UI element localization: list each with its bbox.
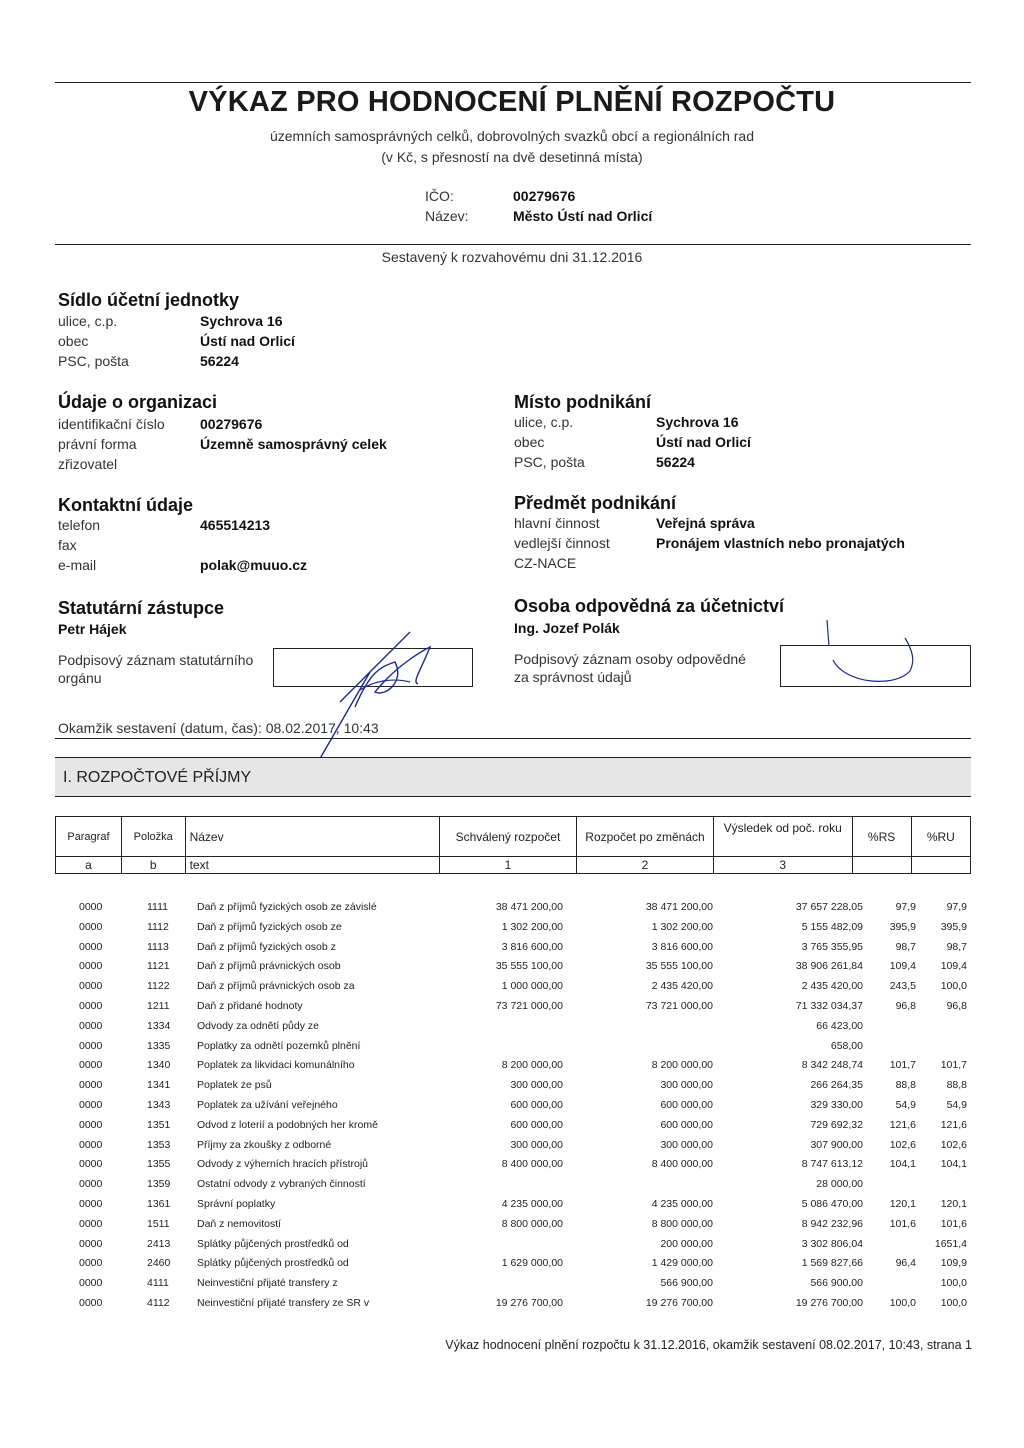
cell-rs: 120,1: [889, 1197, 916, 1210]
cell-rozpocet: 8 200 000,00: [651, 1059, 713, 1072]
cell-schvaleny: 8 200 000,00: [501, 1059, 563, 1072]
cell-nazev: Neinvestiční přijaté transfery ze SR v: [197, 1296, 370, 1309]
cell-ru: 121,6: [940, 1118, 967, 1131]
statutar-podpis-label-2: orgánu: [58, 670, 102, 686]
th-schvaleny: Schválený rozpočet: [439, 817, 576, 857]
cell-polozka: 1511: [147, 1217, 170, 1230]
organizace-id-value: 00279676: [200, 416, 263, 432]
cell-schvaleny: 8 800 000,00: [501, 1217, 563, 1230]
predmet-vedlejsi-value: Pronájem vlastních nebo pronajatých: [656, 535, 905, 551]
cell-rs: 101,7: [889, 1059, 916, 1072]
th-rs-empty: [852, 857, 911, 874]
th-n1: 1: [439, 857, 576, 874]
cell-nazev: Splátky půjčených prostředků od: [197, 1257, 349, 1270]
table-header: [55, 816, 971, 874]
cell-rs: 96,4: [895, 1257, 916, 1270]
cell-rozpocet: 566 900,00: [660, 1277, 713, 1290]
misto-ulice-value: Sychrova 16: [656, 414, 739, 430]
cell-paragraf: 0000: [79, 1079, 103, 1092]
cell-nazev: Poplatky za odnětí pozemků plnění: [197, 1039, 361, 1052]
table-row: [55, 1235, 971, 1255]
cell-vysledek: 19 276 700,00: [795, 1296, 863, 1309]
cell-rozpocet: 1 302 200,00: [651, 920, 713, 933]
cell-schvaleny: 600 000,00: [510, 1118, 563, 1131]
cell-schvaleny: 600 000,00: [510, 1098, 563, 1111]
table-row: [55, 1254, 971, 1274]
table-row: [55, 898, 971, 918]
cell-paragraf: 0000: [79, 1118, 103, 1131]
predmet-vedlejsi-label: vedlejší činnost: [514, 535, 610, 551]
cell-schvaleny: 1 302 200,00: [501, 920, 563, 933]
cell-vysledek: 266 264,35: [810, 1079, 863, 1092]
cell-nazev: Daň z příjmů právnických osob: [197, 960, 341, 973]
table-row: [55, 1076, 971, 1096]
cell-ru: 104,1: [940, 1158, 967, 1171]
ucetni-podpis-label-2: za správnost údajů: [514, 669, 632, 685]
cell-nazev: Daň z příjmů fyzických osob ze: [197, 920, 342, 933]
ucetni-podpis-label-1: Podpisový záznam osoby odpovědné: [514, 651, 746, 667]
table-row: [55, 1274, 971, 1294]
cell-paragraf: 0000: [79, 999, 103, 1012]
sidlo-obec-value: Ústí nad Orlicí: [200, 333, 295, 349]
cell-vysledek: 8 942 232,96: [801, 1217, 863, 1230]
cell-nazev: Neinvestiční přijaté transfery z: [197, 1277, 338, 1290]
cell-rozpocet: 300 000,00: [660, 1079, 713, 1092]
table-row: [55, 1175, 971, 1195]
cell-paragraf: 0000: [79, 1296, 103, 1309]
misto-psc-label: PSC, pošta: [514, 454, 585, 470]
cell-rozpocet: 8 400 000,00: [651, 1158, 713, 1171]
table-row: [55, 1056, 971, 1076]
cell-ru: 101,6: [940, 1217, 967, 1230]
cell-paragraf: 0000: [79, 940, 103, 953]
cell-rs: 96,8: [895, 999, 916, 1012]
cell-nazev: Odvody z výherních hracích přístrojů: [197, 1158, 368, 1171]
table-row: [55, 1096, 971, 1116]
cell-vysledek: 8 747 613,12: [801, 1158, 863, 1171]
sestaveny-text: Sestavený k rozvahovému dni 31.12.2016: [381, 249, 643, 265]
table-body: [55, 898, 971, 1314]
cell-nazev: Daň z přidané hodnoty: [197, 999, 303, 1012]
cell-vysledek: 37 657 228,05: [795, 901, 863, 913]
cell-schvaleny: 19 276 700,00: [495, 1296, 563, 1309]
cell-rs: 395,9: [889, 920, 916, 933]
kontakt-email-label: e-mail: [58, 557, 97, 573]
cell-rs: 102,6: [889, 1138, 916, 1151]
table-row: [55, 1195, 971, 1215]
predmet-nace-label: CZ-NACE: [514, 555, 577, 571]
cell-polozka: 1334: [147, 1019, 171, 1032]
cell-paragraf: 0000: [79, 1019, 103, 1032]
cell-polozka: 1211: [147, 999, 170, 1012]
cell-polozka: 1359: [147, 1178, 171, 1191]
cell-rozpocet: 1 429 000,00: [651, 1257, 713, 1270]
cell-rs: 104,1: [889, 1158, 916, 1171]
cell-rs: 109,4: [889, 960, 916, 973]
statutar-podpis-label-1: Podpisový záznam statutárního: [58, 652, 254, 668]
sidlo-ulice-value: Sychrova 16: [200, 313, 283, 329]
cell-vysledek: 5 155 482,09: [801, 920, 863, 933]
cell-schvaleny: 1 629 000,00: [501, 1257, 563, 1270]
cell-ru: 100,0: [940, 980, 967, 993]
th-paragraf: Paragraf: [56, 817, 122, 857]
cell-schvaleny: 35 555 100,00: [495, 960, 563, 973]
ucetni-name: Ing. Jozef Polák: [514, 620, 620, 636]
misto-heading: Místo podnikání: [514, 392, 651, 412]
cell-polozka: 1355: [147, 1158, 171, 1171]
cell-schvaleny: 1 000 000,00: [501, 980, 563, 993]
cell-rozpocet: 8 800 000,00: [651, 1217, 713, 1230]
cell-paragraf: 0000: [79, 1039, 103, 1052]
th-n2: 2: [577, 857, 714, 874]
kontakt-fax-label: fax: [58, 537, 77, 553]
table-row: [55, 1155, 971, 1175]
subtitle-line-2: (v Kč, s přesností na dvě desetinná místa): [381, 149, 643, 165]
cell-rs: 100,0: [889, 1296, 916, 1309]
predmet-hlavni-label: hlavní činnost: [514, 515, 600, 531]
cell-nazev: Příjmy za zkoušky z odborné: [197, 1138, 332, 1151]
cell-polozka: 1341: [147, 1079, 171, 1092]
ico-label: IČO:: [425, 188, 454, 204]
cell-ru: 98,7: [946, 940, 967, 953]
table-row: [55, 938, 971, 958]
section-bar: [55, 757, 971, 797]
cell-paragraf: 0000: [79, 1178, 103, 1191]
cell-vysledek: 729 692,32: [810, 1118, 863, 1131]
nazev-value: Město Ústí nad Orlicí: [513, 208, 653, 224]
cell-ru: 88,8: [946, 1079, 967, 1092]
cell-ru: 54,9: [946, 1098, 967, 1111]
cell-polozka: 1112: [147, 920, 169, 933]
cell-nazev: Odvod z loterií a podobných her kromě: [197, 1118, 378, 1131]
cell-paragraf: 0000: [79, 1059, 103, 1072]
cell-rs: 54,9: [895, 1098, 916, 1111]
cell-schvaleny: 300 000,00: [510, 1138, 563, 1151]
cell-schvaleny: 4 235 000,00: [501, 1197, 563, 1210]
cell-paragraf: 0000: [79, 1158, 103, 1171]
cell-nazev: Daň z příjmů fyzických osob z: [197, 940, 336, 953]
sidlo-ulice-label: ulice, c.p.: [58, 313, 118, 329]
cell-ru: 97,9: [946, 901, 967, 913]
cell-nazev: Správní poplatky: [197, 1197, 276, 1210]
cell-nazev: Poplatek za likvidaci komunálního: [197, 1059, 355, 1072]
cell-nazev: Daň z příjmů fyzických osob ze závislé: [197, 901, 377, 913]
cell-schvaleny: 38 471 200,00: [495, 901, 563, 913]
sidlo-heading: Sídlo účetní jednotky: [58, 290, 240, 310]
cell-schvaleny: 3 816 600,00: [501, 940, 563, 953]
cell-nazev: Daň z příjmů právnických osob za: [197, 980, 355, 993]
cell-paragraf: 0000: [79, 1257, 103, 1270]
statutar-heading: Statutární zástupce: [58, 598, 225, 618]
cell-polozka: 1343: [147, 1098, 171, 1111]
th-vysledek: Výsledek od poč. roku: [713, 817, 852, 857]
th-b: b: [121, 857, 185, 874]
table-row: [55, 1294, 971, 1314]
cell-rs: 98,7: [895, 940, 916, 953]
cell-rozpocet: 19 276 700,00: [645, 1296, 713, 1309]
ucetni-signature: [815, 616, 925, 688]
organizace-heading: Údaje o organizaci: [58, 392, 218, 412]
table-row: [55, 1017, 971, 1037]
th-a: a: [56, 857, 122, 874]
cell-paragraf: 0000: [79, 980, 103, 993]
organizace-forma-label: právní forma: [58, 436, 137, 452]
cell-vysledek: 658,00: [830, 1039, 863, 1052]
cell-polozka: 1361: [147, 1197, 171, 1210]
okamzik-rule: [55, 738, 971, 739]
predmet-heading: Předmět podnikání: [514, 493, 677, 513]
predmet-hlavni-value: Veřejná správa: [656, 515, 755, 531]
table-row: [55, 918, 971, 938]
cell-vysledek: 38 906 261,84: [795, 960, 863, 973]
cell-vysledek: 71 332 034,37: [795, 999, 863, 1012]
misto-obec-label: obec: [514, 434, 545, 450]
cell-polozka: 4112: [147, 1296, 170, 1309]
cell-rozpocet: 73 721 000,00: [645, 999, 713, 1012]
cell-rozpocet: 35 555 100,00: [645, 960, 713, 973]
cell-vysledek: 8 342 248,74: [801, 1059, 863, 1072]
th-rozpocet: Rozpočet po změnách: [577, 817, 714, 857]
th-ru: %RU: [911, 817, 970, 857]
cell-rs: 97,9: [895, 901, 916, 913]
organizace-forma-value: Územně samosprávný celek: [200, 436, 387, 452]
cell-rozpocet: 600 000,00: [660, 1118, 713, 1131]
table-row: [55, 957, 971, 977]
cell-paragraf: 0000: [79, 1098, 103, 1111]
cell-vysledek: 28 000,00: [816, 1178, 863, 1191]
table-row: [55, 977, 971, 997]
th-text: text: [185, 857, 439, 874]
cell-polozka: 1353: [147, 1138, 171, 1151]
cell-rs: 101,6: [889, 1217, 916, 1230]
cell-ru: 120,1: [940, 1197, 967, 1210]
cell-polozka: 2413: [147, 1237, 171, 1250]
cell-polozka: 1340: [147, 1059, 171, 1072]
table-row: [55, 1116, 971, 1136]
cell-nazev: Daň z nemovitostí: [197, 1217, 282, 1230]
cell-paragraf: 0000: [79, 1277, 103, 1290]
cell-ru: 101,7: [940, 1059, 967, 1072]
cell-paragraf: 0000: [79, 1138, 103, 1151]
cell-nazev: Odvody za odnětí půdy ze: [197, 1019, 319, 1032]
cell-paragraf: 0000: [79, 901, 103, 913]
organizace-zrizovatel-label: zřizovatel: [58, 456, 118, 472]
cell-schvaleny: 8 400 000,00: [501, 1158, 563, 1171]
kontakt-heading: Kontaktní údaje: [58, 495, 194, 515]
sidlo-psc-label: PSC, pošta: [58, 353, 129, 369]
cell-polozka: 2460: [147, 1257, 171, 1270]
subtitle-line-1: územních samosprávných celků, dobrovolných svazků obcí a regionálních rad: [269, 128, 755, 144]
cell-nazev: Poplatek ze psů: [197, 1079, 272, 1092]
statutar-name: Petr Hájek: [58, 621, 127, 637]
cell-ru: 100,0: [940, 1277, 967, 1290]
cell-rozpocet: 200 000,00: [660, 1237, 713, 1250]
cell-vysledek: 66 423,00: [816, 1019, 863, 1032]
cell-ru: 1651,4: [934, 1237, 967, 1250]
th-ru-empty: [911, 857, 970, 874]
kontakt-telefon-value: 465514213: [200, 517, 271, 533]
cell-nazev: Splátky půjčených prostředků od: [197, 1237, 349, 1250]
cell-vysledek: 2 435 420,00: [801, 980, 863, 993]
cell-polozka: 1121: [147, 960, 170, 973]
table-row: [55, 1215, 971, 1235]
top-rule: [55, 82, 971, 83]
cell-polozka: 1113: [147, 940, 169, 953]
okamzik-sestaveni: Okamžik sestavení (datum, čas): 08.02.2017, 10:43: [58, 720, 379, 736]
sidlo-psc-value: 56224: [200, 353, 239, 369]
page-title: VÝKAZ PRO HODNOCENÍ PLNĚNÍ ROZPOČTU: [188, 86, 836, 118]
nazev-label: Název:: [425, 208, 469, 224]
cell-schvaleny: 73 721 000,00: [495, 999, 563, 1012]
th-rs: %RS: [852, 817, 911, 857]
cell-rs: 121,6: [889, 1118, 916, 1131]
cell-vysledek: 3 765 355,95: [801, 940, 863, 953]
cell-paragraf: 0000: [79, 1237, 103, 1250]
cell-ru: 96,8: [946, 999, 967, 1012]
cell-paragraf: 0000: [79, 1217, 103, 1230]
cell-ru: 109,9: [940, 1257, 967, 1270]
cell-ru: 102,6: [940, 1138, 967, 1151]
th-n3: 3: [713, 857, 852, 874]
table-row: [55, 1037, 971, 1057]
cell-rozpocet: 600 000,00: [660, 1098, 713, 1111]
th-nazev: Název: [185, 817, 439, 857]
cell-paragraf: 0000: [79, 1197, 103, 1210]
kontakt-email-value: polak@muuo.cz: [200, 557, 307, 573]
cell-ru: 100,0: [940, 1296, 967, 1309]
page-footer: Výkaz hodnocení plnění rozpočtu k 31.12.2016, okamžik sestavení 08.02.2017, 10:43, strana 1: [445, 1338, 972, 1352]
cell-ru: 395,9: [940, 920, 967, 933]
cell-vysledek: 3 302 806,04: [801, 1237, 863, 1250]
cell-polozka: 4111: [147, 1277, 169, 1290]
misto-psc-value: 56224: [656, 454, 695, 470]
cell-polozka: 1111: [147, 901, 169, 913]
misto-ulice-label: ulice, c.p.: [514, 414, 574, 430]
header-rule: [55, 244, 971, 245]
cell-polozka: 1122: [147, 980, 170, 993]
cell-rozpocet: 2 435 420,00: [651, 980, 713, 993]
cell-paragraf: 0000: [79, 960, 103, 973]
misto-obec-value: Ústí nad Orlicí: [656, 434, 751, 450]
cell-rs: 243,5: [889, 980, 916, 993]
cell-nazev: Ostatní odvody z vybraných činností: [197, 1178, 366, 1191]
organizace-id-label: identifikační číslo: [58, 416, 165, 432]
cell-rs: 88,8: [895, 1079, 916, 1092]
cell-polozka: 1351: [147, 1118, 171, 1131]
sidlo-obec-label: obec: [58, 333, 89, 349]
cell-schvaleny: 300 000,00: [510, 1079, 563, 1092]
cell-rozpocet: 3 816 600,00: [651, 940, 713, 953]
cell-vysledek: 5 086 470,00: [801, 1197, 863, 1210]
cell-paragraf: 0000: [79, 920, 103, 933]
cell-vysledek: 1 569 827,66: [801, 1257, 863, 1270]
statutar-signature: [300, 612, 460, 772]
cell-rozpocet: 38 471 200,00: [645, 901, 713, 913]
cell-polozka: 1335: [147, 1039, 171, 1052]
cell-ru: 109,4: [940, 960, 967, 973]
table-row: [55, 1136, 971, 1156]
cell-vysledek: 307 900,00: [810, 1138, 863, 1151]
cell-vysledek: 566 900,00: [810, 1277, 863, 1290]
th-polozka: Položka: [121, 817, 185, 857]
cell-rozpocet: 300 000,00: [660, 1138, 713, 1151]
section-title: I. ROZPOČTOVÉ PŘÍJMY: [63, 769, 252, 786]
ucetni-heading: Osoba odpovědná za účetnictví: [514, 596, 785, 616]
kontakt-telefon-label: telefon: [58, 517, 101, 533]
cell-nazev: Poplatek za užívání veřejného: [197, 1098, 338, 1111]
cell-rozpocet: 4 235 000,00: [651, 1197, 713, 1210]
table-row: [55, 997, 971, 1017]
ico-value: 00279676: [513, 188, 576, 204]
cell-vysledek: 329 330,00: [810, 1098, 863, 1111]
